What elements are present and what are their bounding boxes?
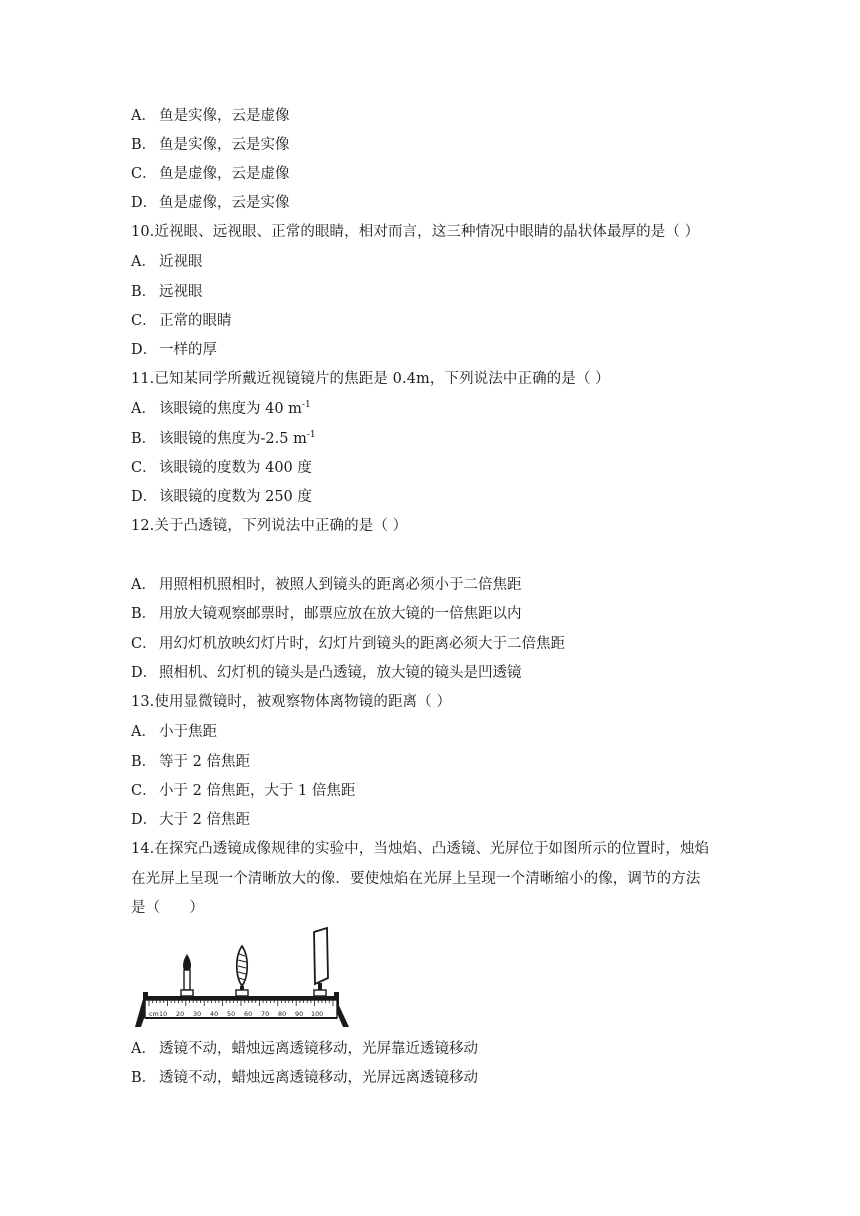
q11-stem: 11.已知某同学所戴近视镜镜片的焦距是 0.4m，下列说法中正确的是（ ） [131, 371, 610, 387]
q9-option-a: A． 鱼是实像，云是虚像 [131, 108, 290, 124]
screen-holder [314, 990, 326, 996]
q9-option-d: D． 鱼是虚像，云是实像 [131, 195, 290, 211]
q13-option-d: D． 大于 2 倍焦距 [131, 812, 250, 828]
scale-label-40: 40 [210, 1010, 219, 1018]
q12-option-c: C． 用幻灯机放映幻灯片时，幻灯片到镜头的距离必须大于二倍焦距 [131, 636, 565, 652]
scale-label-10: 10 [159, 1010, 168, 1018]
q10-stem: 10.近视眼、远视眼、正常的眼睛，相对而言，这三种情况中眼睛的晶状体最厚的是（ ） [131, 224, 700, 240]
q12-option-b: B． 用放大镜观察邮票时，邮票应放在放大镜的一倍焦距以内 [131, 606, 522, 622]
candle-flame [183, 954, 191, 972]
scale-label-90: 90 [295, 1010, 304, 1018]
lens-holder [236, 990, 248, 996]
q11-option-a: A． 该眼镜的焦度为 40 $m^{-1}$ [131, 400, 311, 417]
scale-label-100: 100 [311, 1010, 324, 1018]
scale-unit-label: cm [149, 1010, 159, 1018]
candle [181, 954, 193, 996]
scale-label-20: 20 [176, 1010, 185, 1018]
q14-option-a: A． 透镜不动，蜡烛远离透镜移动，光屏靠近透镜移动 [131, 1041, 478, 1057]
q9-option-b: B． 鱼是实像，云是实像 [131, 137, 290, 153]
scale-label-50: 50 [227, 1010, 236, 1018]
light-screen [314, 928, 328, 996]
q10-option-a: A． 近视眼 [131, 254, 203, 270]
q12-stem: 12.关于凸透镜，下列说法中正确的是（ ） [131, 518, 408, 534]
q14-option-b: B． 透镜不动，蜡烛远离透镜移动，光屏远离透镜移动 [131, 1070, 478, 1086]
candle-holder [181, 990, 193, 996]
q14-stem-line-2: 在光屏上呈现一个清晰放大的像．要使烛焰在光屏上呈现一个清晰缩小的像，调节的方法 [131, 871, 701, 887]
q10-option-c: C． 正常的眼睛 [131, 313, 232, 329]
q13-option-a: A． 小于焦距 [131, 724, 217, 740]
q11-option-b: B． 该眼镜的焦度为-2.5 $m^{-1}$ [131, 430, 316, 447]
scale-label-60: 60 [244, 1010, 253, 1018]
q12-option-d: D． 照相机、幻灯机的镜头是凸透镜，放大镜的镜头是凹透镜 [131, 665, 522, 681]
q13-option-b: B． 等于 2 倍焦距 [131, 754, 250, 770]
q14-stem-line-1: 14.在探究凸透镜成像规律的实验中，当烛焰、凸透镜、光屏位于如图所示的位置时，烛焰 [131, 841, 710, 857]
q13-stem: 13.使用显微镜时，被观察物体离物镜的距离（ ） [131, 694, 452, 710]
q11-option-d: D． 该眼镜的度数为 250 度 [131, 489, 312, 505]
q12-option-a: A． 用照相机照相时，被照人到镜头的距离必须小于二倍焦距 [131, 577, 522, 593]
candle-body [184, 970, 190, 990]
q13-option-c: C． 小于 2 倍焦距，大于 1 倍焦距 [131, 783, 356, 799]
scale-label-30: 30 [193, 1010, 202, 1018]
screen-panel [314, 928, 328, 984]
q14-stem-line-3: 是（ ） [131, 900, 204, 916]
q10-option-d: D． 一样的厚 [131, 342, 217, 358]
screen-stem [318, 983, 322, 990]
scale-label-70: 70 [261, 1010, 270, 1018]
q11-option-c: C． 该眼镜的度数为 400 度 [131, 460, 312, 476]
q9-option-c: C． 鱼是虚像，云是虚像 [131, 166, 290, 182]
scale-label-80: 80 [278, 1010, 287, 1018]
convex-lens [236, 946, 248, 996]
q10-option-b: B． 远视眼 [131, 284, 203, 300]
optical-bench-figure [131, 926, 353, 1030]
